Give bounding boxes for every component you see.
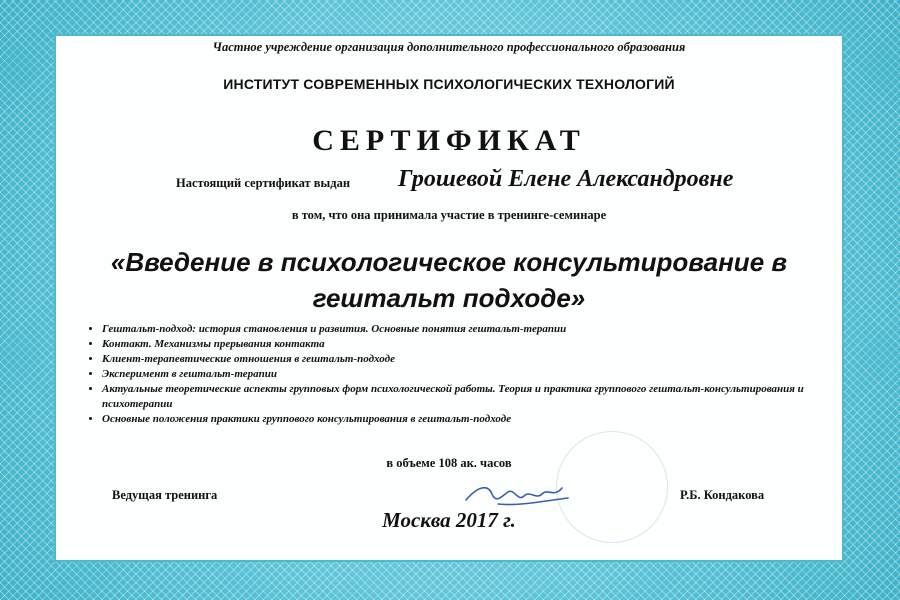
city-year: Москва 2017 г. [382,508,516,532]
topic-item: • Контакт. Механизмы прерывания контакта [102,337,842,352]
course-title [56,244,842,316]
participation-text: в том, что она принимала участие в тренинге-семинаре [291,208,607,222]
recipient-name: Грошевой Елене Александровне [398,166,734,192]
course-title-line-1: «Введение в психологическое консультирование в [110,247,788,277]
topic-item: • Гештальт-подход: история становления и развития. Основные понятия гештальт-терапии [102,322,842,337]
certificate-title: СЕРТИФИКАТ [312,124,586,157]
course-title-line-2: гештальт подходе» [312,283,586,313]
signer-name: Р.Б. Кондакова [680,488,765,502]
hours-text: в объеме 108 ак. часов [386,456,512,470]
leader-label: Ведущая тренинга [112,488,218,502]
topic-item: • Клиент-терапевтические отношения в гештальт-подходе [102,352,842,367]
organization-line: Частное учреждение организация дополнительного профессионального образования [212,40,686,54]
topic-item: • Актуальные теоретические аспекты групповых форм психологической работы. Теория и практика группового гештальт-консультирования и психотерапии [102,382,842,412]
certificate-body [56,36,842,560]
topics-list [86,322,842,427]
institute-name: ИНСТИТУТ СОВРЕМЕННЫХ ПСИХОЛОГИЧЕСКИХ ТЕХНОЛОГИЙ [223,76,675,92]
topic-item: • Основные положения практики группового консультирования в гештальт-подходе [102,412,842,427]
issued-to-label: Настоящий сертификат выдан [176,176,351,190]
topic-item: • Эксперимент в гештальт-терапии [102,367,842,382]
